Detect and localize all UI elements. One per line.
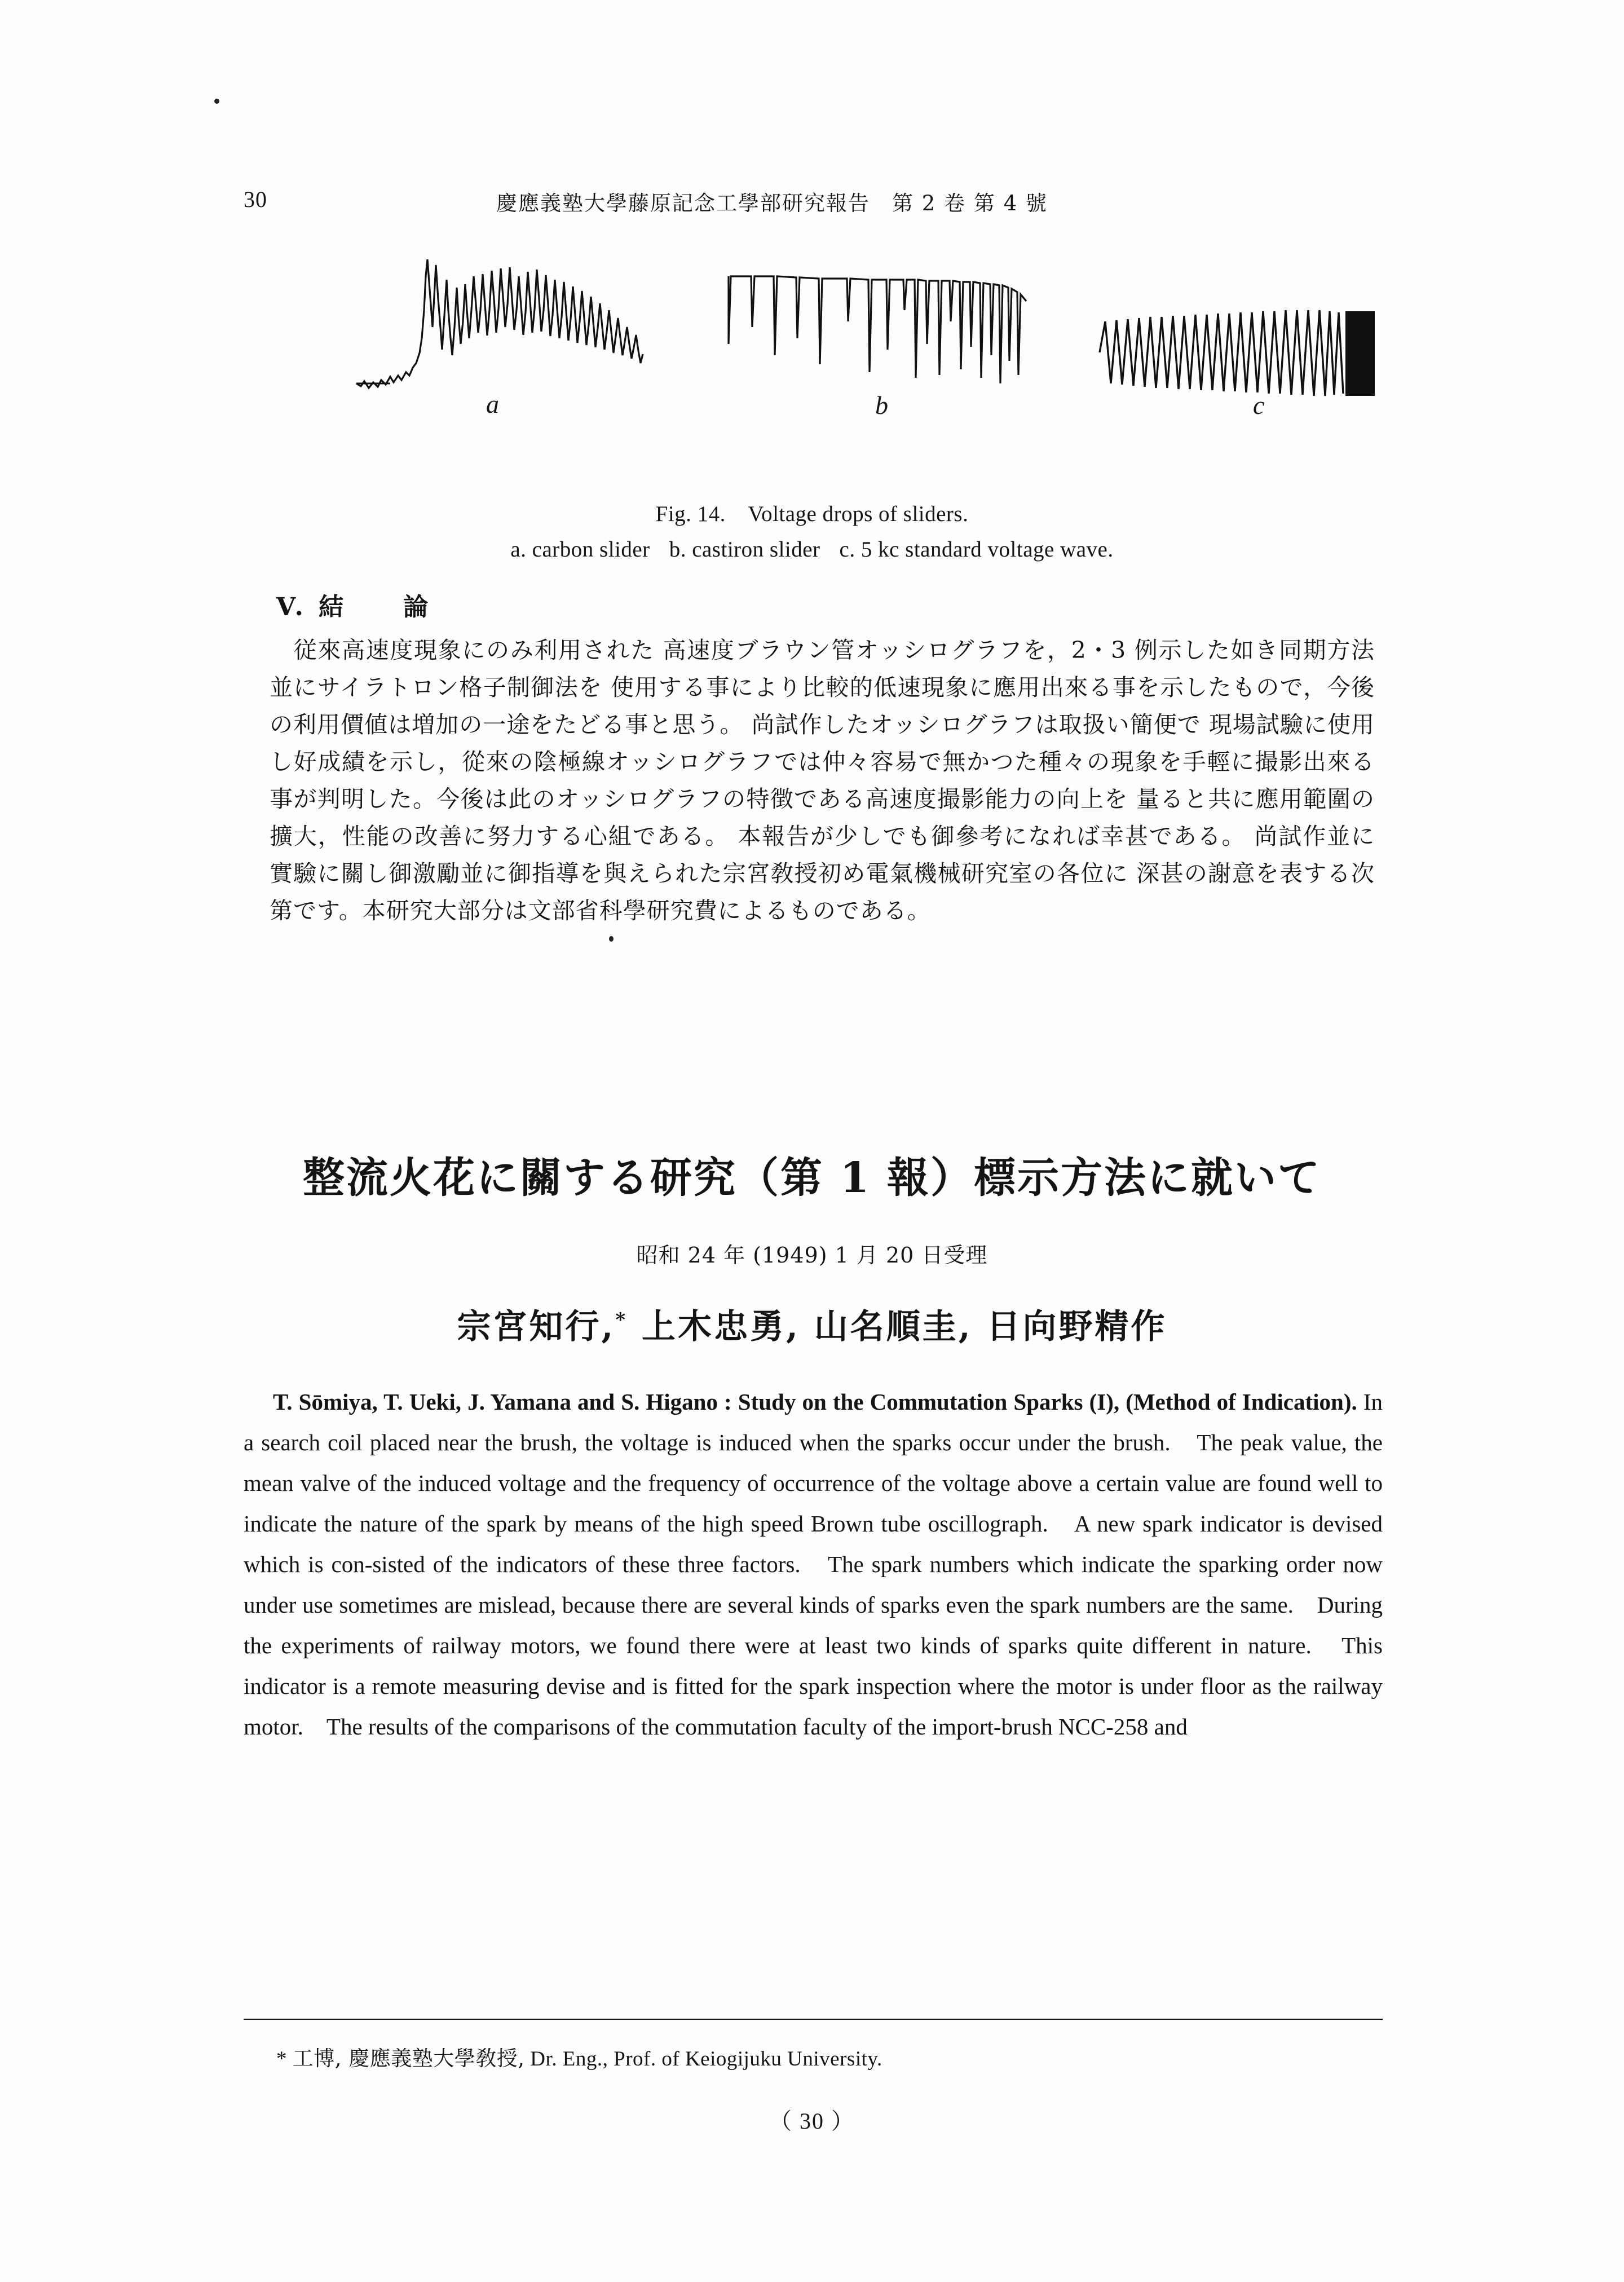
figure-caption-a: a. carbon slider: [510, 537, 650, 562]
oscillogram-c: [1095, 299, 1383, 400]
author-first-jp: 宗宮知行,: [457, 1307, 616, 1347]
abstract-lead: T. Sōmiya, T. Ueki, J. Yamana and S. Higano : Study on the Commutation Sparks (I), (Method of Indication).: [273, 1389, 1357, 1415]
article-received-date: 昭和 24 年 (1949) 1 月 20 日受理: [636, 1243, 988, 1268]
authors-rest-jp: 上木忠勇, 山名順圭, 日向野精作: [628, 1307, 1167, 1347]
footnote-text-jp: 工博, 慶應義塾大學敎授,: [292, 2046, 525, 2071]
print-speck-top: [214, 99, 219, 104]
footnote-marker-author: *: [615, 1309, 628, 1331]
folio-number: （ 30 ）: [769, 2108, 855, 2134]
footnote-marker: *: [276, 2047, 287, 2071]
article-title: 整流火花に關する研究（第 1 報）標示方法に就いて: [302, 1154, 1321, 1202]
oscillogram-a: [339, 242, 678, 406]
running-head: [0, 186, 1624, 220]
abstract-body: In a search coil placed near the brush, the voltage is induced when the sparks occur under the brush. The peak value, the mean valve of the induced voltage and the frequency of occurrence of the voltage above a certain value are found well to indicate the nature of the spark by means of the high speed Brown tube oscillograph. A new spark indicator is devised which is con-sisted of the indicators of these three factors. The spark numbers which indicate the sparking order now under use sometimes are mislead, because there are several kinds of sparks even the spark numbers are the same. During the experiments of railway motors, we found there were at least two kinds of sparks quite different in nature. This indicator is a remote measuring devise and is fitted for the spark inspection where the motor is under floor as the railway motor. The results of the comparisons of the commutation faculty of the import-brush NCC-258 and: [244, 1389, 1383, 1740]
figure-caption-line1: Fig. 14. Voltage drops of sliders.: [655, 502, 969, 526]
footnote-text-en: Dr. Eng., Prof. of Keiogijuku University.: [524, 2047, 882, 2071]
oscillogram-b: [717, 254, 1033, 412]
oscillogram-label-c: c: [1253, 391, 1265, 420]
journal-title: 慶應義塾大學藤原記念工學部研究報告 第 2 卷 第 4 號: [496, 191, 1048, 215]
english-abstract: [244, 1381, 1383, 1747]
section-heading-conclusion: V. 結 論: [276, 593, 432, 621]
figure-14: [244, 237, 1380, 479]
footnote: [276, 2041, 1382, 2072]
figure-caption-b: b. castiron slider: [669, 537, 820, 562]
figure-caption-c: c. 5 kc standard voltage wave.: [839, 537, 1114, 562]
print-speck: [609, 936, 614, 942]
conclusion-paragraph: 従來高速度現象にのみ利用された 高速度ブラウン管オッシログラフを，2・3 例示した如き同期方法並にサイラトロン格子制御法を 使用する事により比較的低速現象に應用出來る事を示したもので，今後の利用價値は増加の一途をたどる事と思う。 尚試作したオッシログラフは取扱い簡便で 現場試驗に使用し好成績を示し，從來の陰極線オッシログラフでは仲々容易で無かつた種々の現象を手輕に撮影出來る事が判明した。今後は此のオッシログラフの特徴である高速度撮影能力の向上を 量ると共に應用範圍の擴大，性能の改善に努力する心組である。 本報告が少しでも御參考になれば幸甚である。 尚試作並に實驗に關し御激勵並に御指導を與えられた宗宮敎授初め電氣機械研究室の各位に 深甚の謝意を表する次第です。本研究大部分は文部省科學研究費によるものである。: [270, 637, 1375, 924]
figure-caption: [0, 496, 1624, 562]
conclusion-text: [270, 632, 1375, 929]
page-number: 30: [244, 187, 267, 212]
footnote-rule: [244, 2019, 1383, 2020]
oscillogram-label-a: a: [486, 390, 499, 418]
article-authors-japanese: [0, 1300, 1624, 1348]
oscillogram-label-b: b: [875, 391, 888, 420]
